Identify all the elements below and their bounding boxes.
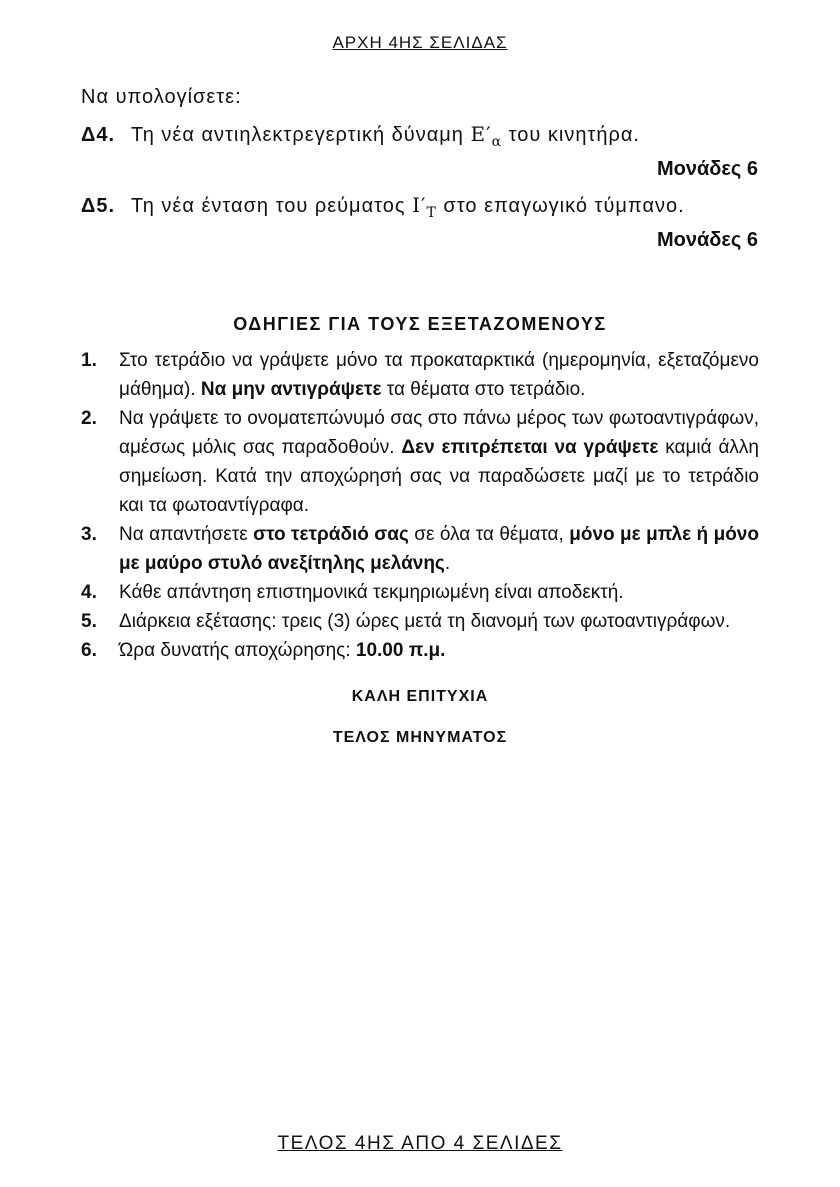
item-text: Διάρκεια εξέτασης: τρεις (3) ώρες μετά τη διανομή των φωτοαντιγράφων.: [119, 611, 731, 632]
instruction-item: [81, 404, 759, 520]
item-text-bold: Δεν επιτρέπεται να γράψετε: [401, 437, 659, 458]
item-text: τα θέματα στο τετράδιο.: [381, 379, 586, 400]
item-text: σε όλα τα θέματα,: [408, 524, 570, 545]
instruction-item: [81, 520, 759, 578]
question-number: Δ5.: [81, 195, 116, 217]
question-text: Τη νέα αντιηλεκτρεγερτική δύναμη: [131, 124, 471, 146]
item-text: Να γράψετε το ονοματεπώνυμό σας στο πάνω μέρος των φωτοαντιγράφων, αμέσως μόλις σας παραδοθούν.: [119, 408, 759, 458]
instructions-list: [81, 346, 759, 665]
item-number: 2.: [81, 408, 97, 429]
item-text: Να απαντήσετε: [119, 524, 254, 545]
page-header: ΑΡΧΗ 4ΗΣ ΣΕΛΙΔΑΣ: [332, 33, 508, 52]
item-text: καμιά άλλη σημείωση. Κατά την αποχώρησή σας να παραδώσετε μαζί με το τετράδιο και τα φωτοαντίγραφα.: [119, 437, 760, 516]
good-luck-text: ΚΑΛΗ ΕΠΙΤΥΧΙΑ: [351, 688, 489, 705]
math-subscript: α: [491, 134, 503, 150]
question-text-end: στο επαγωγικό τύμπανο.: [436, 195, 685, 217]
item-number: 1.: [81, 350, 97, 371]
instruction-item: [81, 578, 759, 607]
question-d5: [81, 193, 685, 221]
question-text-end: του κινητήρα.: [502, 124, 640, 146]
question-d4: [81, 122, 640, 150]
item-number: 6.: [81, 640, 97, 661]
item-text-bold: στο τετράδιό σας: [253, 524, 409, 545]
end-of-message-text: ΤΕΛΟΣ ΜΗΝΥΜΑΤΟΣ: [332, 729, 508, 746]
item-text-bold: μόνο με μπλε ή μόνο με μαύρο στυλό ανεξίτηλης μελάνης: [119, 524, 759, 574]
instruction-item: [81, 636, 759, 665]
item-text: Ώρα δυνατής αποχώρησης:: [119, 640, 356, 661]
item-text-bold: 10.00 π.μ.: [355, 640, 446, 661]
item-text-bold: Να μην αντιγράψετε: [200, 379, 382, 400]
math-symbol: Ε′: [470, 122, 492, 146]
item-number: 3.: [81, 524, 97, 545]
question-text: Τη νέα ένταση του ρεύματος: [131, 195, 413, 217]
marks-d5: Μονάδες 6: [657, 229, 758, 251]
intro-text: Να υπολογίσετε:: [81, 86, 242, 108]
question-number: Δ4.: [81, 124, 116, 146]
instruction-item: [81, 346, 759, 404]
page-footer: ΤΕΛΟΣ 4ΗΣ ΑΠΟ 4 ΣΕΛΙΔΕΣ: [277, 1133, 563, 1154]
item-text: .: [444, 553, 451, 574]
math-subscript: Τ: [426, 205, 437, 221]
math-symbol: Ι′: [412, 193, 427, 217]
item-text: Κάθε απάντηση επιστημονικά τεκμηριωμένη είναι αποδεκτή.: [119, 582, 624, 603]
instructions-title: ΟΔΗΓΙΕΣ ΓΙΑ ΤΟΥΣ ΕΞΕΤΑΖΟΜΕΝΟΥΣ: [233, 314, 607, 334]
item-number: 5.: [81, 611, 97, 632]
item-number: 4.: [81, 582, 97, 603]
instruction-item: [81, 607, 759, 636]
marks-d4: Μονάδες 6: [657, 158, 758, 180]
item-text: Στο τετράδιο να γράψετε μόνο τα προκαταρκτικά (ημερομηνία, εξεταζόμενο μάθημα).: [119, 350, 759, 400]
